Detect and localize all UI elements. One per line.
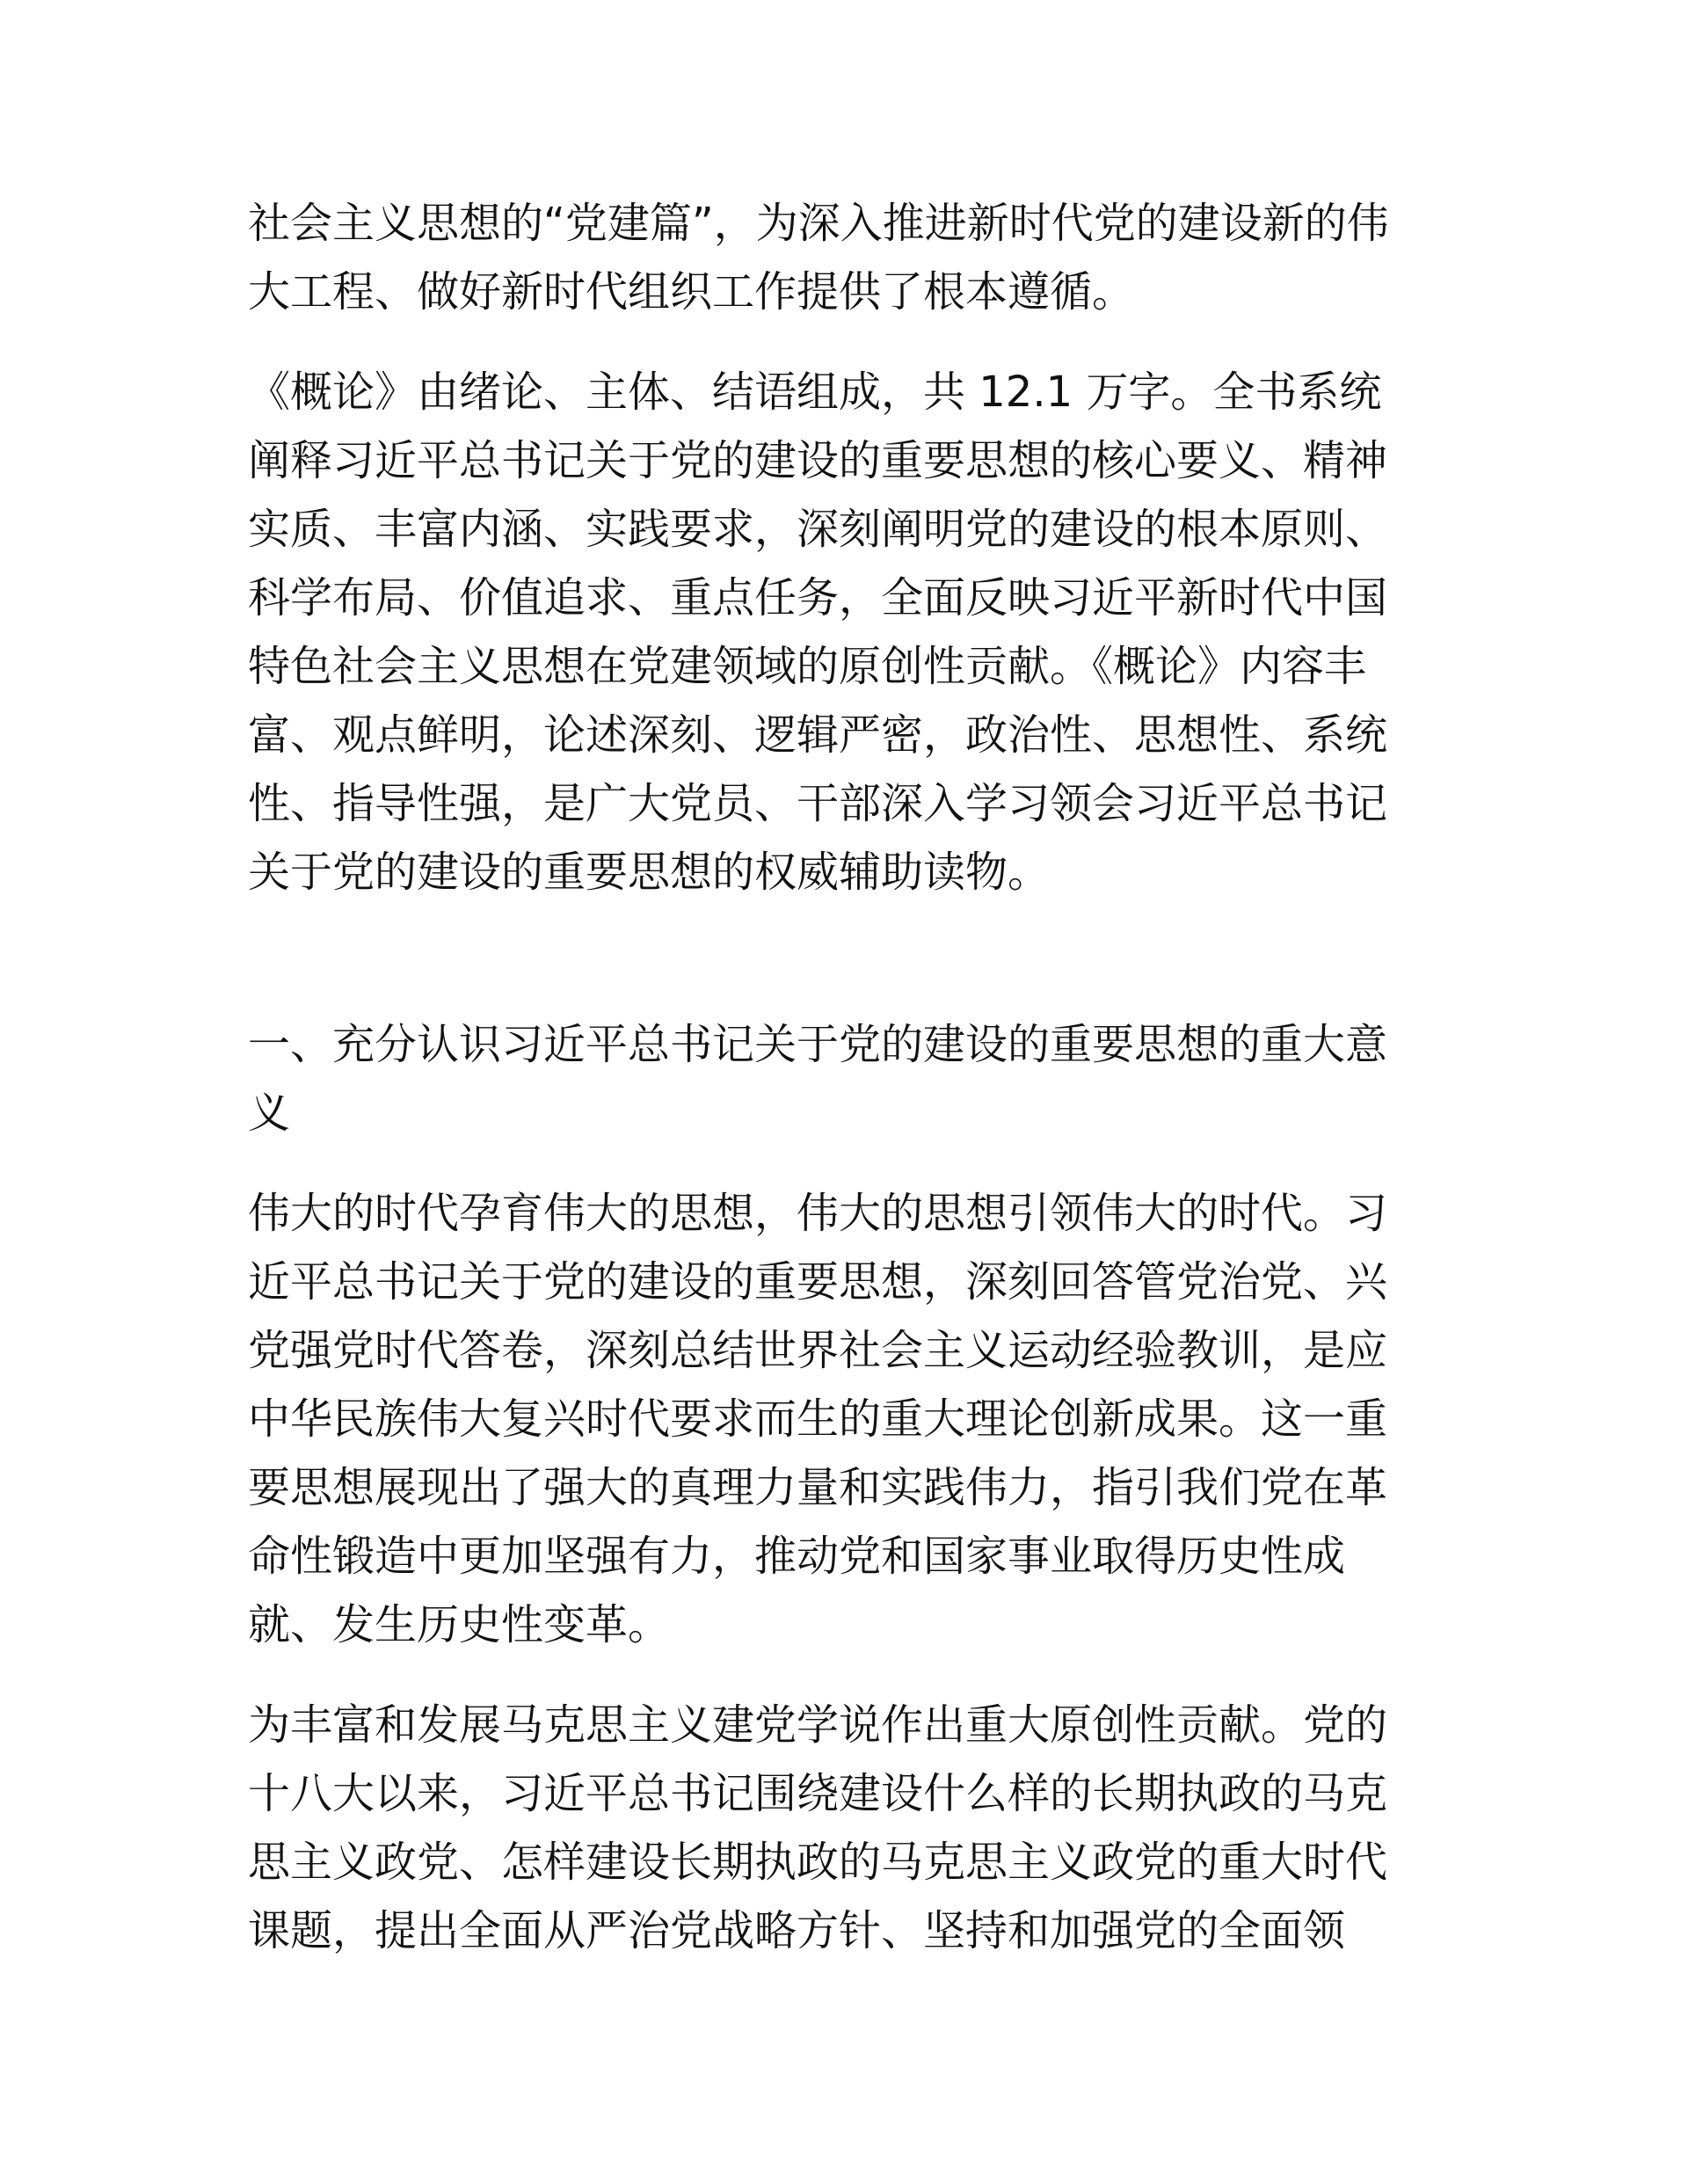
text-line: 阐释习近平总书记关于党的建设的重要思想的核心要义、精神 [248,436,1388,485]
text-line: 富、观点鲜明，论述深刻、逻辑严密，政治性、思想性、系统 [248,710,1388,760]
heading-line: 义 [248,1088,291,1138]
text-line: 命性锻造中更加坚强有力，推动党和国家事业取得历史性成 [248,1532,1346,1581]
text-line: 就、发生历史性变革。 [248,1600,671,1649]
text-line: 近平总书记关于党的建设的重要思想，深刻回答管党治党、兴 [248,1257,1388,1307]
text-line: 实质、丰富内涵、实践要求，深刻阐明党的建设的根本原则、 [248,505,1388,554]
text-line: 党强党时代答卷，深刻总结世界社会主义运动经验教训，是应 [248,1326,1388,1375]
text-line: 特色社会主义思想在党建领域的原创性贡献。《概论》内容丰 [248,642,1367,691]
text-line: 要思想展现出了强大的真理力量和实践伟力，指引我们党在革 [248,1463,1388,1512]
document-page [248,189,1444,1997]
paragraph-book-overview [248,358,1444,906]
text-line: 思主义政党、怎样建设长期执政的马克思主义政党的重大时代 [248,1838,1388,1887]
text-line: 性、指导性强，是广大党员、干部深入学习领会习近平总书记 [248,779,1388,828]
text-line: 课题，提出全面从严治党战略方针、坚持和加强党的全面领 [248,1906,1346,1955]
text-line: 关于党的建设的重要思想的权威辅助读物。 [248,848,1051,897]
text-line: 社会主义思想的“党建篇”，为深入推进新时代党的建设新的伟 [248,199,1389,248]
paragraph-intro-continuation [248,189,1444,326]
text-line: 为丰富和发展马克思主义建党学说作出重大原创性贡献。党的 [248,1700,1388,1750]
text-line: 大工程、做好新时代组织工作提供了根本遵循。 [248,267,1135,317]
text-line: 中华民族伟大复兴时代要求而生的重大理论创新成果。这一重 [248,1394,1388,1444]
paragraph-significance [248,1179,1444,1659]
text-line: 《概论》由绪论、主体、结语组成，共 12.1 万字。全书系统 [248,368,1382,417]
text-line: 伟大的时代孕育伟大的思想，伟大的思想引领伟大的时代。习 [248,1189,1388,1238]
paragraph-contribution [248,1691,1444,1965]
text-line: 十八大以来，习近平总书记围绕建设什么样的长期执政的马克 [248,1769,1388,1818]
heading-line: 一、充分认识习近平总书记关于党的建设的重要思想的重大意 [248,1020,1388,1069]
section-heading [248,1010,1444,1147]
text-line: 科学布局、价值追求、重点任务，全面反映习近平新时代中国 [248,573,1388,622]
